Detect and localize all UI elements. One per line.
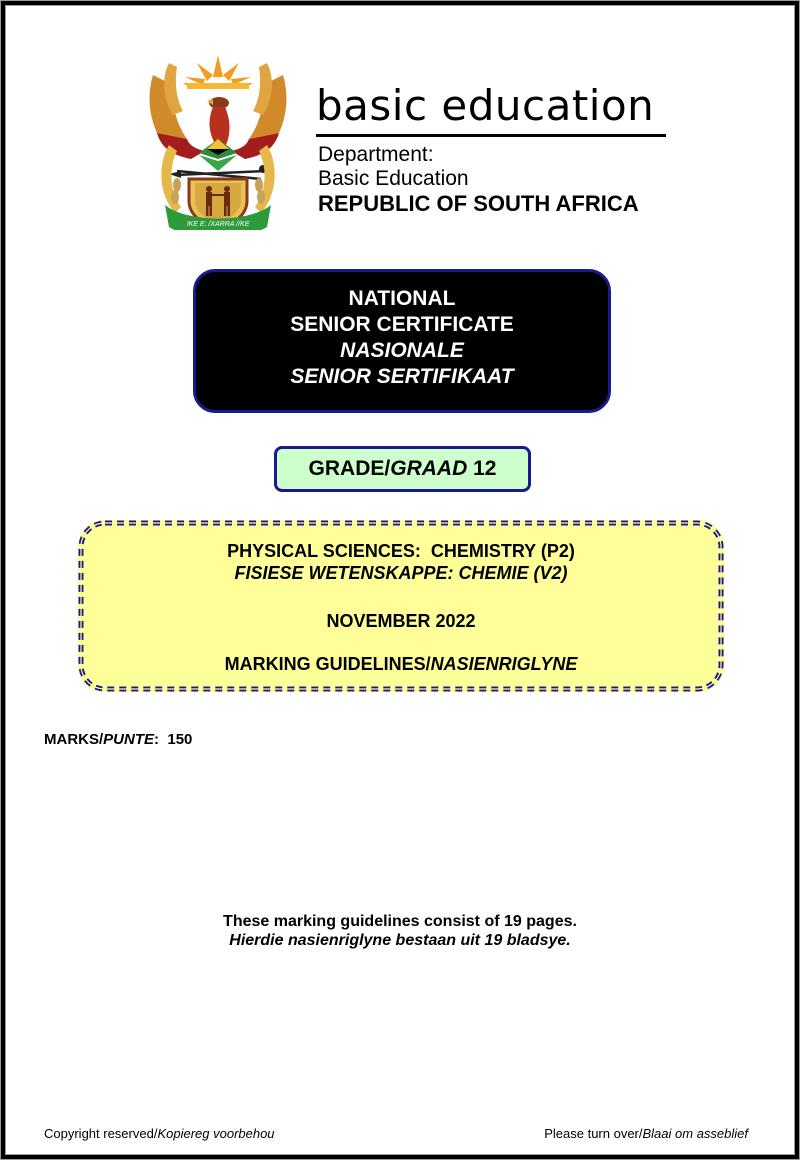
certificate-line-nasionale: NASIONALE [340,339,464,362]
certificate-line-senior-sertifikaat: SENIOR SERTIFIKAAT [290,365,514,388]
marks-label-en: MARKS/ [44,731,104,748]
country-name: REPUBLIC OF SOUTH AFRICA [318,191,639,216]
copyright-en: Copyright reserved/ [44,1126,158,1141]
footer-turn-over [544,1126,748,1141]
department-label: Department: [318,143,434,166]
exam-session: NOVEMBER 2022 [326,611,476,631]
total-marks [44,731,192,748]
certificate-line-senior-certificate: SENIOR CERTIFICATE [290,313,514,336]
footer-copyright [44,1126,275,1141]
brand-divider [316,134,666,137]
grade-badge [274,446,531,492]
brand-title: basic education [316,81,655,130]
document-type-af: NASIENRIGLYNE [430,654,578,674]
page-count-en: These marking guidelines consist of 19 pages. [223,913,577,930]
marks-label-af: PUNTE [103,731,155,748]
certificate-line-national: NATIONAL [348,287,456,310]
turn-over-en: Please turn over/ [544,1126,643,1141]
subject-title-en: PHYSICAL SCIENCES: CHEMISTRY (P2) [227,541,575,561]
subject-title-af: FISIESE WETENSKAPPE: CHEMIE (V2) [234,563,568,583]
grade-label-en: GRADE/ [308,457,391,480]
marks-separator: : [154,731,168,748]
document-type [78,653,724,675]
marks-value: 150 [167,731,193,748]
grade-label-af: GRAAD [390,457,468,480]
page-count-af: Hierdie nasienriglyne bestaan uit 19 bladsye. [229,932,571,949]
certificate-banner [193,269,611,413]
grade-value: 12 [467,457,497,480]
motto-text: !KE E: /XARRA //KE [186,221,250,228]
document-type-en: MARKING GUIDELINES/ [224,654,431,674]
page-count-note [0,912,800,950]
subject-panel [78,520,724,692]
copyright-af: Kopiereg voorbehou [157,1126,275,1141]
department-name: Basic Education [318,167,469,190]
turn-over-af: Blaai om asseblief [642,1126,748,1141]
coat-of-arms-icon [147,55,289,230]
